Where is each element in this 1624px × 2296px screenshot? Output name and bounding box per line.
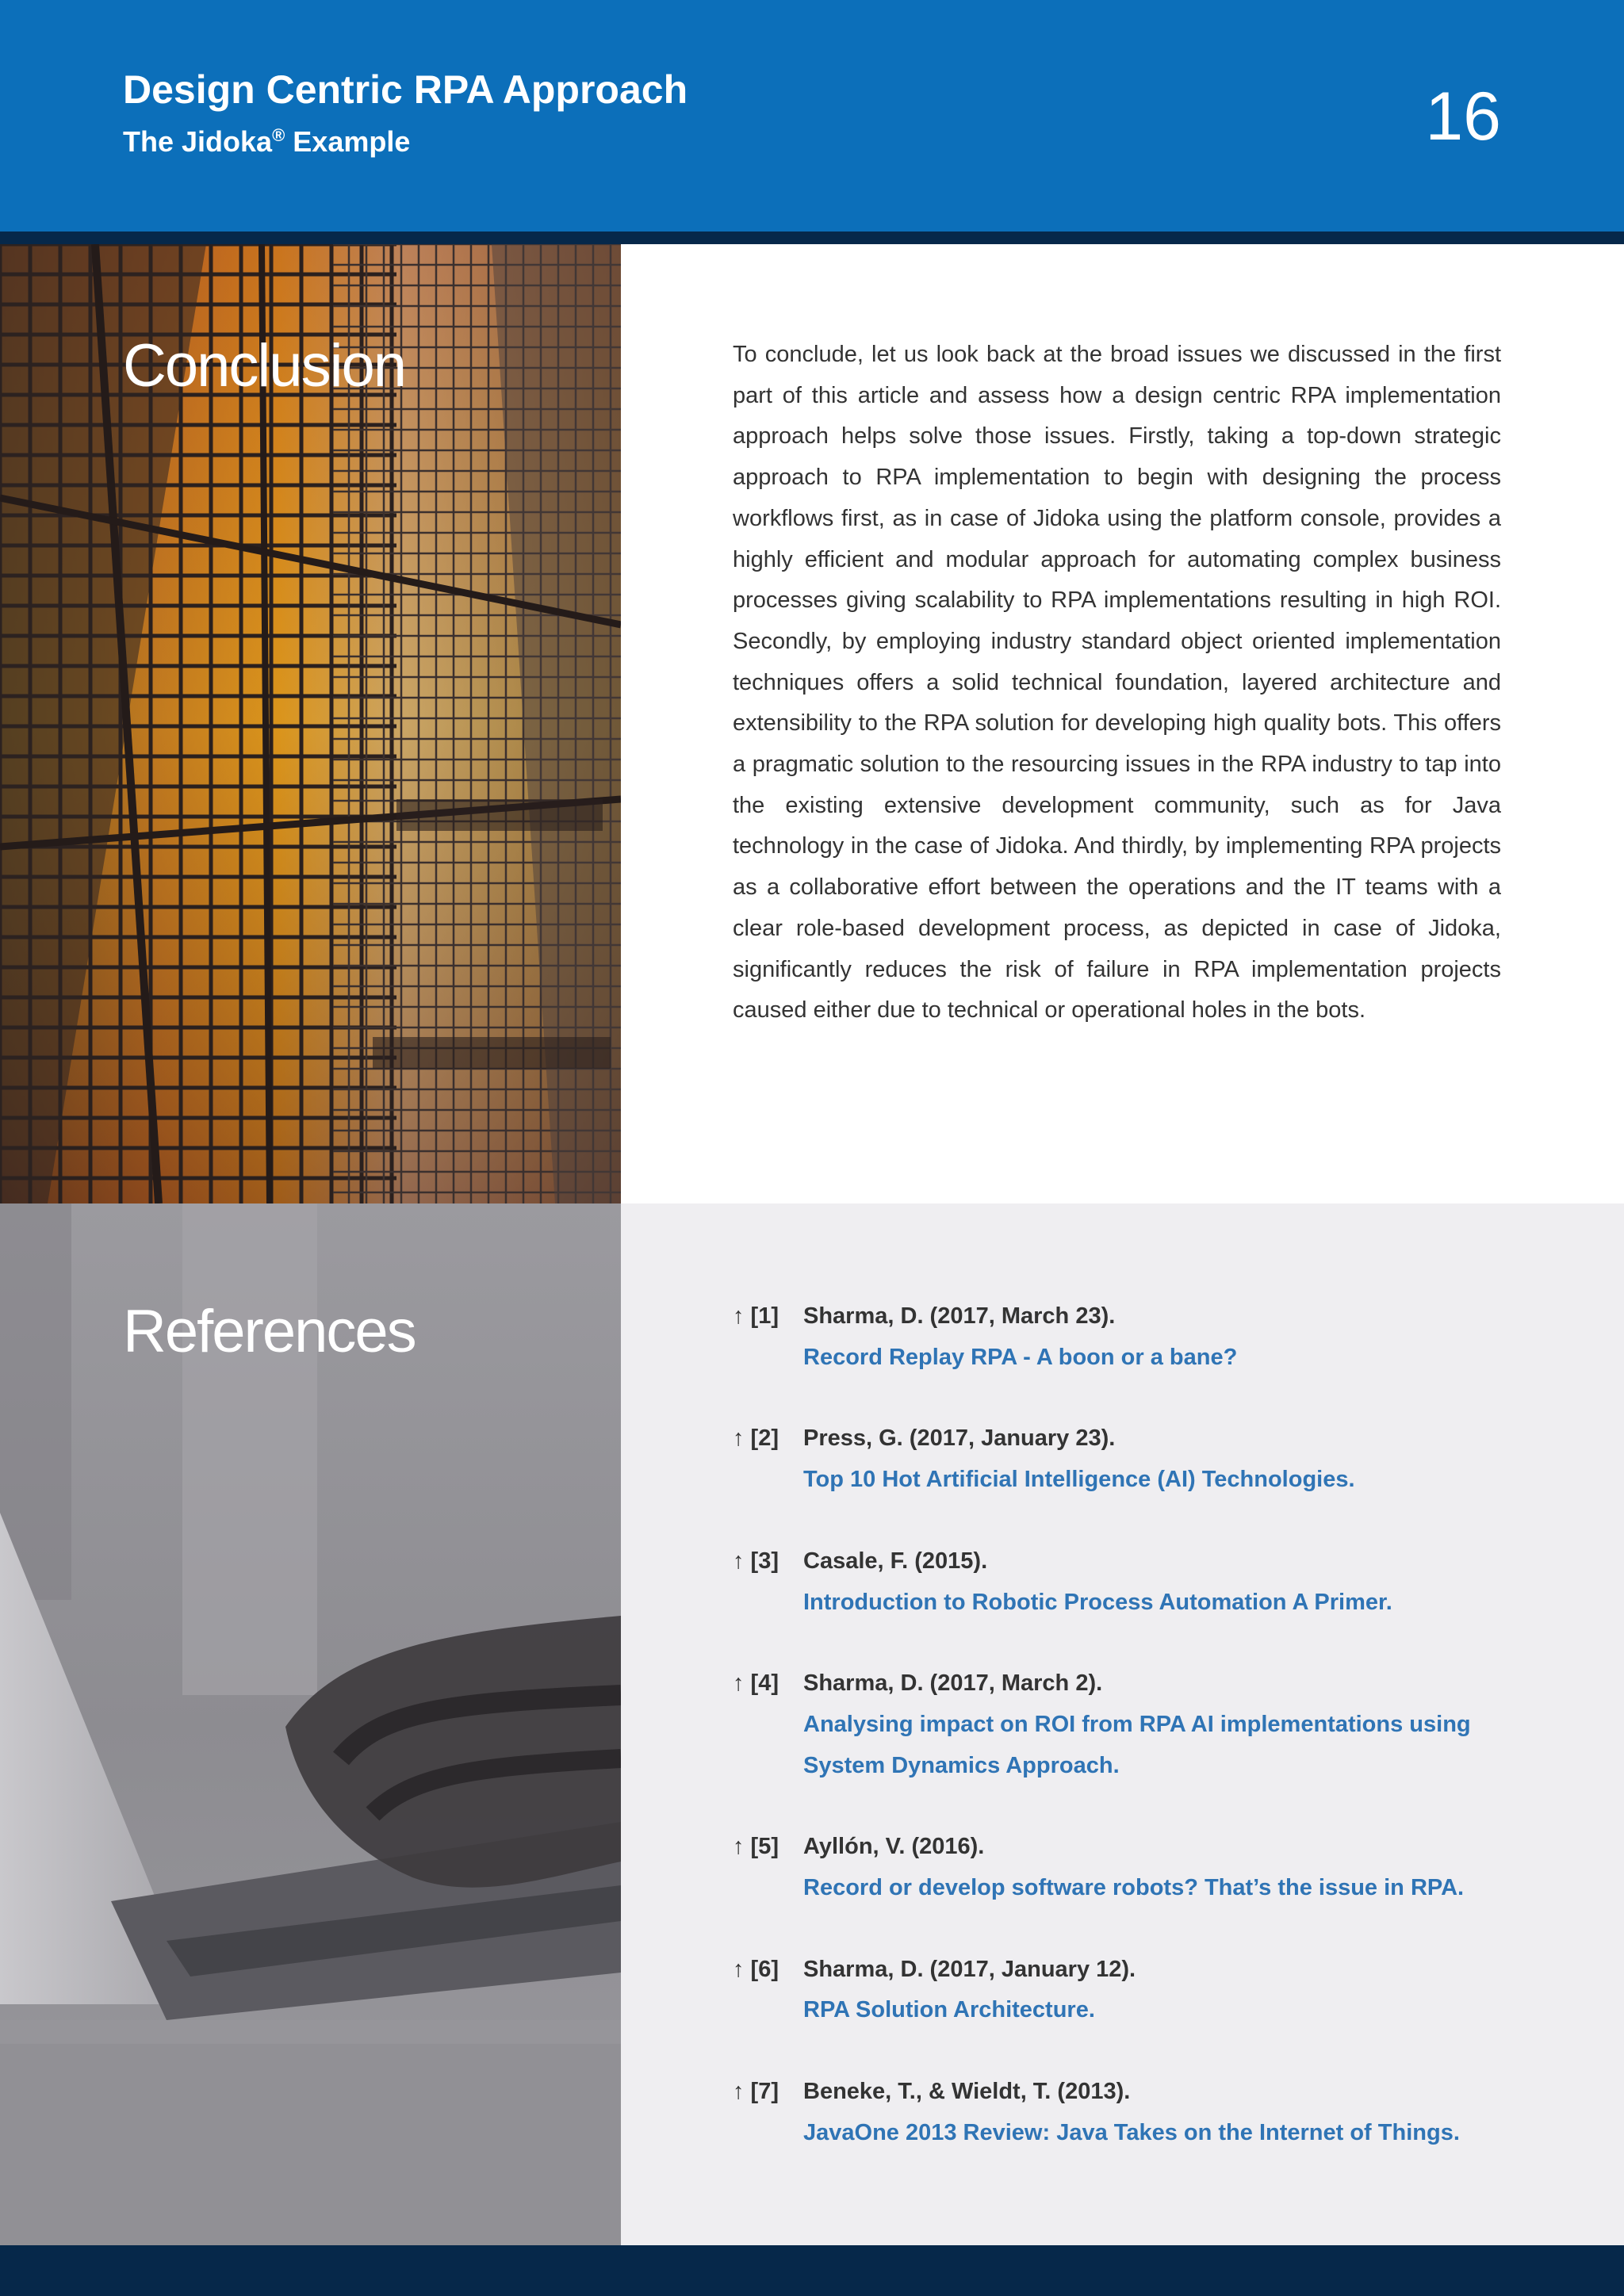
reference-author: Beneke, T., & Wieldt, T. (2013). xyxy=(803,2079,1131,2105)
references-heading: References xyxy=(123,1298,416,1365)
reference-link[interactable]: Introduction to Robotic Process Automation A Primer. xyxy=(803,1589,1392,1615)
reference-author: Press, G. (2017, January 23). xyxy=(803,1425,1116,1452)
reference-item xyxy=(733,2072,1526,2153)
page-header xyxy=(0,0,1624,232)
subtitle-text: The Jidoka xyxy=(123,125,273,158)
registered-mark: ® xyxy=(272,125,285,145)
page-footer xyxy=(0,2245,1624,2296)
reference-item xyxy=(733,1541,1526,1623)
conclusion-body: To conclude, let us look back at the broad issues we discussed in the first part of this article and assess how a design centric RPA implementation approach helps solve those issues. Firstly, taking a top-down strategic approach to RPA implementation to begin with designing the process workflows first, as in case of Jidoka using the platform console, provides a highly efficient and modular approach for automating complex business processes giving scalability to RPA implementations resulting in high ROI. Secondly, by employing industry standard object oriented implementation techniques offers a solid technical foundation, layered architecture and extensibility to the RPA solution for developing high quality bots. This offers a pragmatic solution to the resourcing issues in the RPA industry to tap into the existing extensive development community, such as for Java technology in the case of Jidoka. And thirdly, by implementing RPA projects as a collaborative effort between the operations and the IT teams with a clear role-based development process, as depicted in case of Jidoka, significantly reduces the risk of failure in RPA implementation projects caused either due to technical or operational holes in the bots. xyxy=(733,342,1501,1024)
reference-link[interactable]: RPA Solution Architecture. xyxy=(803,1997,1095,2023)
conclusion-heading: Conclusion xyxy=(123,332,405,400)
reference-author: Sharma, D. (2017, March 2). xyxy=(803,1670,1103,1697)
reference-marker[interactable]: ↑ [2] xyxy=(733,1425,779,1452)
reference-marker[interactable]: ↑ [5] xyxy=(733,1834,779,1860)
reference-list xyxy=(733,1296,1526,2195)
document-subtitle xyxy=(123,125,410,159)
reference-author: Sharma, D. (2017, January 12). xyxy=(803,1956,1136,1982)
header-divider xyxy=(0,232,1624,244)
reference-link[interactable]: Top 10 Hot Artificial Intelligence (AI) Technologies. xyxy=(803,1467,1355,1493)
reference-marker[interactable]: ↑ [4] xyxy=(733,1670,779,1697)
reference-link[interactable]: Record Replay RPA - A boon or a bane? xyxy=(803,1344,1238,1370)
reference-marker[interactable]: ↑ [3] xyxy=(733,1548,779,1574)
reference-author: Sharma, D. (2017, March 23). xyxy=(803,1303,1116,1329)
document-title: Design Centric RPA Approach xyxy=(123,67,688,112)
reference-link[interactable]: JavaOne 2013 Review: Java Takes on the Internet of Things. xyxy=(803,2119,1460,2145)
reference-item xyxy=(733,1950,1526,2031)
reference-author: Casale, F. (2015). xyxy=(803,1548,988,1574)
reference-link[interactable]: Record or develop software robots? That’s the issue in RPA. xyxy=(803,1875,1465,1901)
reference-marker[interactable]: ↑ [7] xyxy=(733,2079,779,2105)
reference-item xyxy=(733,1418,1526,1500)
reference-item xyxy=(733,1827,1526,1908)
reference-link[interactable]: Analysing impact on ROI from RPA AI implementations using System Dynamics Approach. xyxy=(803,1711,1471,1778)
reference-marker[interactable]: ↑ [6] xyxy=(733,1956,779,1982)
subtitle-suffix: Example xyxy=(285,125,411,158)
page-number: 16 xyxy=(1425,78,1501,155)
reference-item xyxy=(733,1663,1526,1786)
reference-item xyxy=(733,1296,1526,1378)
reference-author: Ayllón, V. (2016). xyxy=(803,1834,985,1860)
reference-marker[interactable]: ↑ [1] xyxy=(733,1303,779,1329)
